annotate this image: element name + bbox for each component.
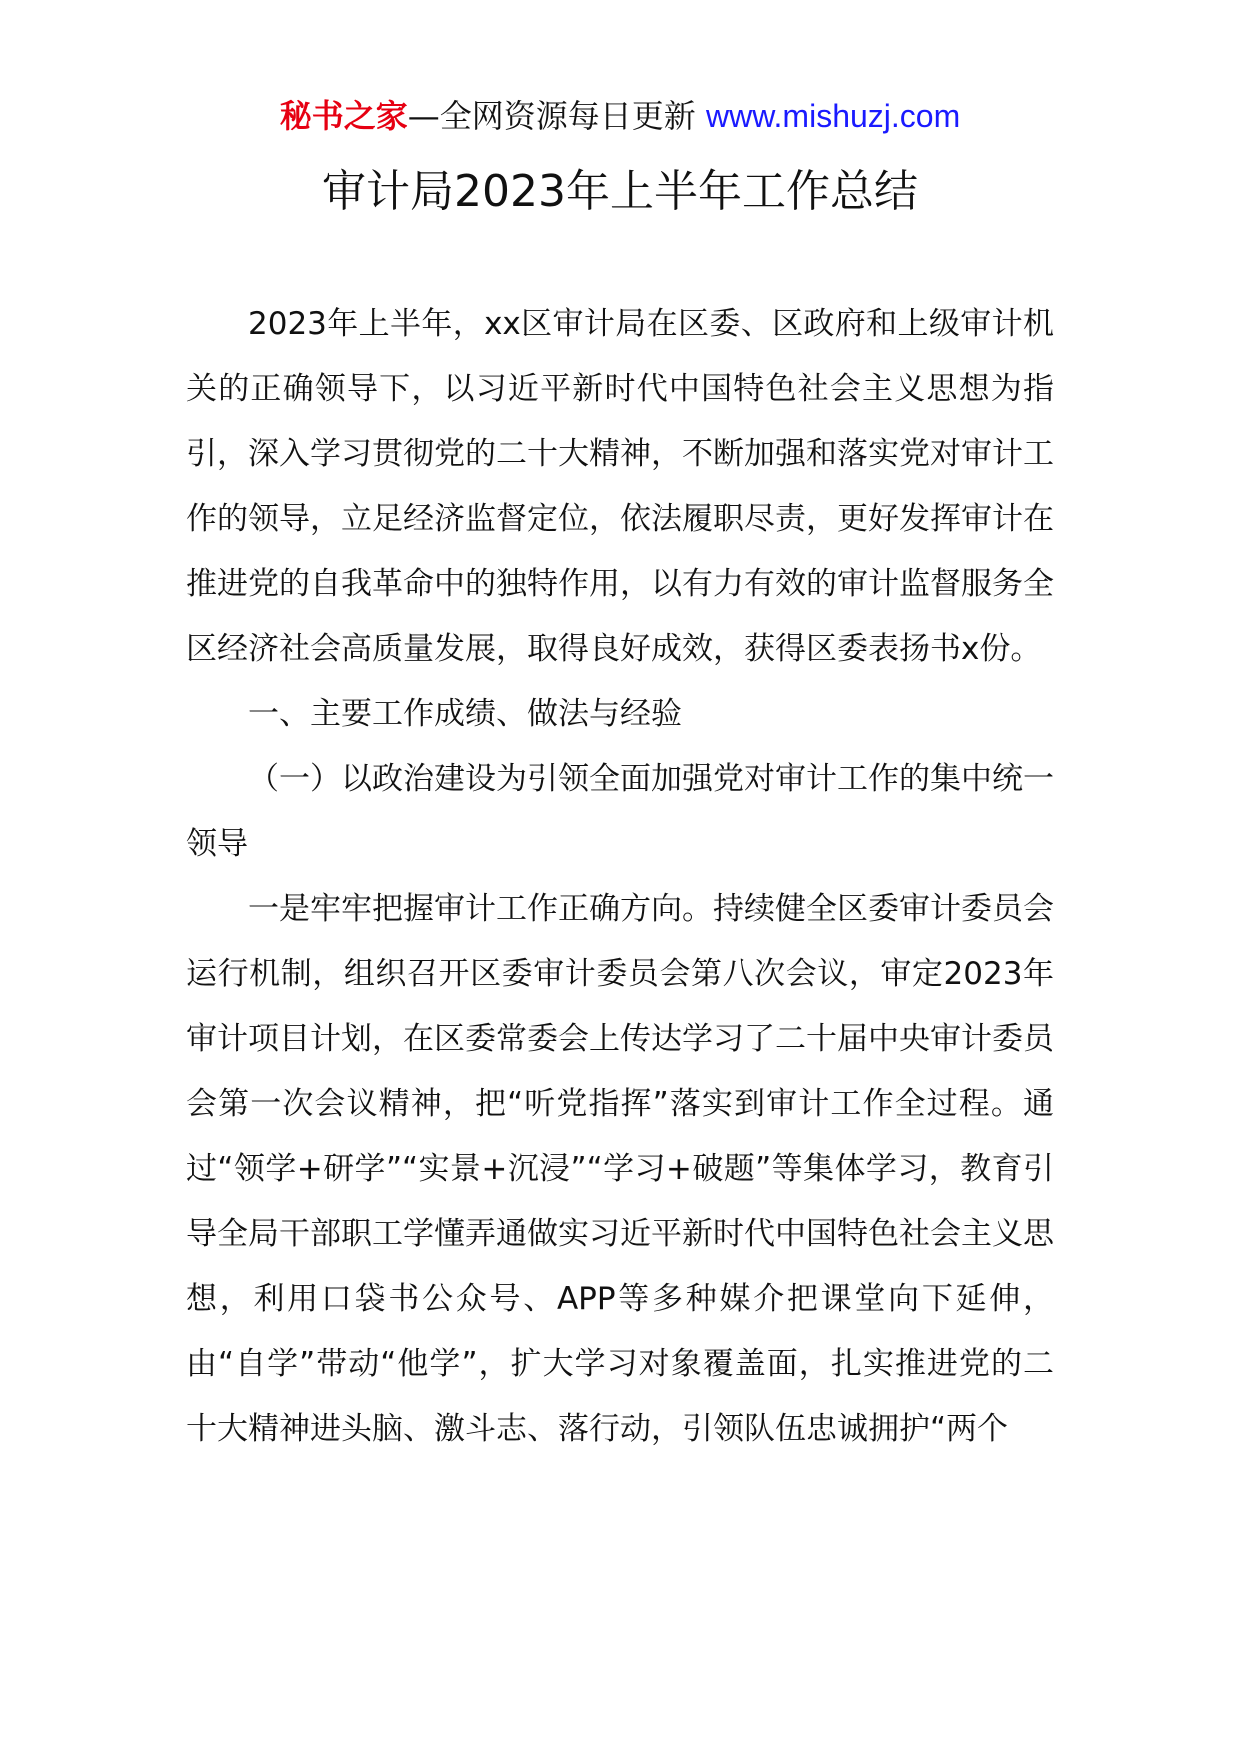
subsection-heading: （一）以政治建设为引领全面加强党对审计工作的集中统一领导 <box>186 761 1054 862</box>
intro-paragraph: 2023年上半年，xx区审计局在区委、区政府和上级审计机关的正确领导下，以习近平新时代中国特色社会主义思想为指引，深入学习贯彻党的二十大精神，不断加强和落实党对审计工作的领导，立足经济监督定位，依法履职尽责，更好发挥审计在推进党的自我革命中的独特作用，以有力有效的审计监督服务全区经济社会高质量发展，取得良好成效，获得区委表扬书x份。 <box>186 306 1054 667</box>
site-tagline: —全网资源每日更新 <box>407 97 696 135</box>
site-header <box>0 96 1240 136</box>
document-body <box>186 292 1054 1462</box>
body-paragraph: 一是牢牢把握审计工作正确方向。持续健全区委审计委员会运行机制，组织召开区委审计委员会第八次会议，审定2023年审计项目计划，在区委常委会上传达学习了二十届中央审计委员会第一次会议精神，把“听党指挥”落实到审计工作全过程。通过“领学+研学”“实景+沉浸”“学习+破题”等集体学习，教育引导全局干部职工学懂弄通做实习近平新时代中国特色社会主义思想，利用口袋书公众号、APP等多种媒介把课堂向下延伸，由“自学”带动“他学”，扩大学习对象覆盖面，扎实推进党的二十大精神进头脑、激斗志、落行动，引领队伍忠诚拥护“两个 <box>186 891 1054 1447</box>
section-heading: 一、主要工作成绩、做法与经验 <box>248 696 682 732</box>
site-brand: 秘书之家 <box>279 97 408 135</box>
document-title: 审计局2023年上半年工作总结 <box>322 166 918 217</box>
site-url-link[interactable]: www.mishuzj.com <box>705 98 961 134</box>
